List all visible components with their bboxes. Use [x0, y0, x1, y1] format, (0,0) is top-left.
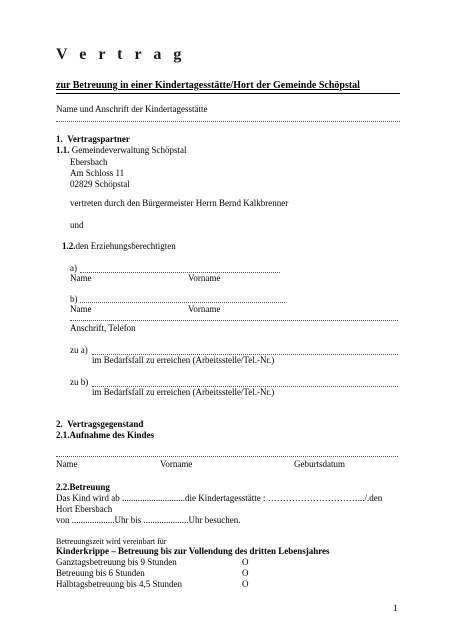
section-1-2: [62, 241, 176, 252]
facility-name-label: Name und Anschrift der Kindertagesstätte: [56, 104, 208, 114]
page-number: 1: [393, 603, 398, 613]
child-data-line[interactable]: [56, 456, 398, 457]
child-birthdate-label: Geburtsdatum: [294, 459, 345, 469]
contact-b-prefix: zu b): [70, 377, 89, 387]
guardian-a-line[interactable]: [80, 272, 280, 273]
section-2-2-title: 2.2.Betreuung: [56, 482, 110, 492]
contract-title: V e r t r a g: [56, 46, 186, 63]
contact-b-note: im Bedarfsfall zu erreichen (Arbeitsstelle/Tel.-Nr.): [92, 387, 275, 397]
krippe-heading: Kinderkrippe – Betreuung bis zur Vollendung des dritten Lebensjahres: [56, 546, 330, 556]
address-line-1: Ebersbach: [70, 157, 108, 167]
section-1-1: [56, 145, 186, 156]
section-1-2-number: 1.2.: [62, 241, 76, 251]
guardian-b-vorname-label: Vorname: [188, 304, 221, 314]
section-1-1-number: 1.1.: [56, 145, 70, 155]
guardian-a-name-label: Name: [70, 273, 92, 283]
guardian-b-name-label: Name: [70, 304, 92, 314]
section-2-1-title: 2.1.Aufnahme des Kindes: [56, 430, 155, 440]
subtitle-rule: [56, 93, 400, 94]
option-full-day-checkbox[interactable]: O: [242, 557, 249, 567]
address-line-3: 02829 Schöpstal: [70, 179, 130, 189]
section-2-number: 2.: [56, 419, 63, 429]
option-six-hours: Betreuung bis 6 Stunden: [56, 568, 145, 578]
and-text: und: [70, 220, 84, 230]
section-2-title: Vertragsgegenstand: [67, 419, 144, 429]
contact-a-prefix: zu a): [70, 345, 88, 355]
facility-name-line: [56, 121, 400, 122]
section-1-number: 1.: [56, 134, 63, 144]
option-half-day-checkbox[interactable]: O: [242, 579, 249, 589]
guardians-label: den Erziehungsberechtigten: [75, 241, 176, 251]
address-line-2: Am Schloss 11: [70, 168, 125, 178]
section-1-title: Vertragspartner: [67, 134, 130, 144]
address-phone-line[interactable]: [70, 320, 398, 321]
guardian-a-vorname-label: Vorname: [188, 273, 221, 283]
care-hours-line: von ...................Uhr bis ....................Uhr besuchen.: [56, 515, 241, 525]
contact-a-note: im Bedarfsfall zu erreichen (Arbeitsstelle/Tel.-Nr.): [92, 355, 275, 365]
option-six-hours-checkbox[interactable]: O: [242, 568, 249, 578]
section-1-heading: [56, 134, 130, 145]
option-full-day: Ganztagsbetreuung bis 9 Stunden: [56, 557, 177, 567]
authority-name: Gemeindeverwaltung Schöpstal: [71, 145, 187, 155]
guardian-a-prefix: a): [70, 263, 77, 273]
guardian-b-line[interactable]: [80, 302, 285, 303]
care-facility-line: Hort Ebersbach: [56, 504, 113, 514]
contract-subtitle: zur Betreuung in einer Kindertagesstätte/Hort der Gemeinde Schöpstal: [56, 80, 360, 91]
child-vorname-label: Vorname: [160, 459, 193, 469]
care-time-agreed: Betreuungszeit wird vereinbart für: [56, 537, 167, 546]
child-name-label: Name: [56, 459, 78, 469]
represented-by: vertreten durch den Bürgermeister Herrn Bernd Kalkbrenner: [70, 198, 289, 208]
address-phone-label: Anschrift, Telefon: [70, 323, 136, 333]
section-2-heading: [56, 419, 143, 430]
guardian-b-prefix: b): [70, 294, 78, 304]
care-start-line: Das Kind wird ab ............................die Kindertagesstätte : ………………………….../.den: [56, 493, 383, 503]
option-half-day: Halbtagsbetreuung bis 4,5 Stunden: [56, 579, 182, 589]
